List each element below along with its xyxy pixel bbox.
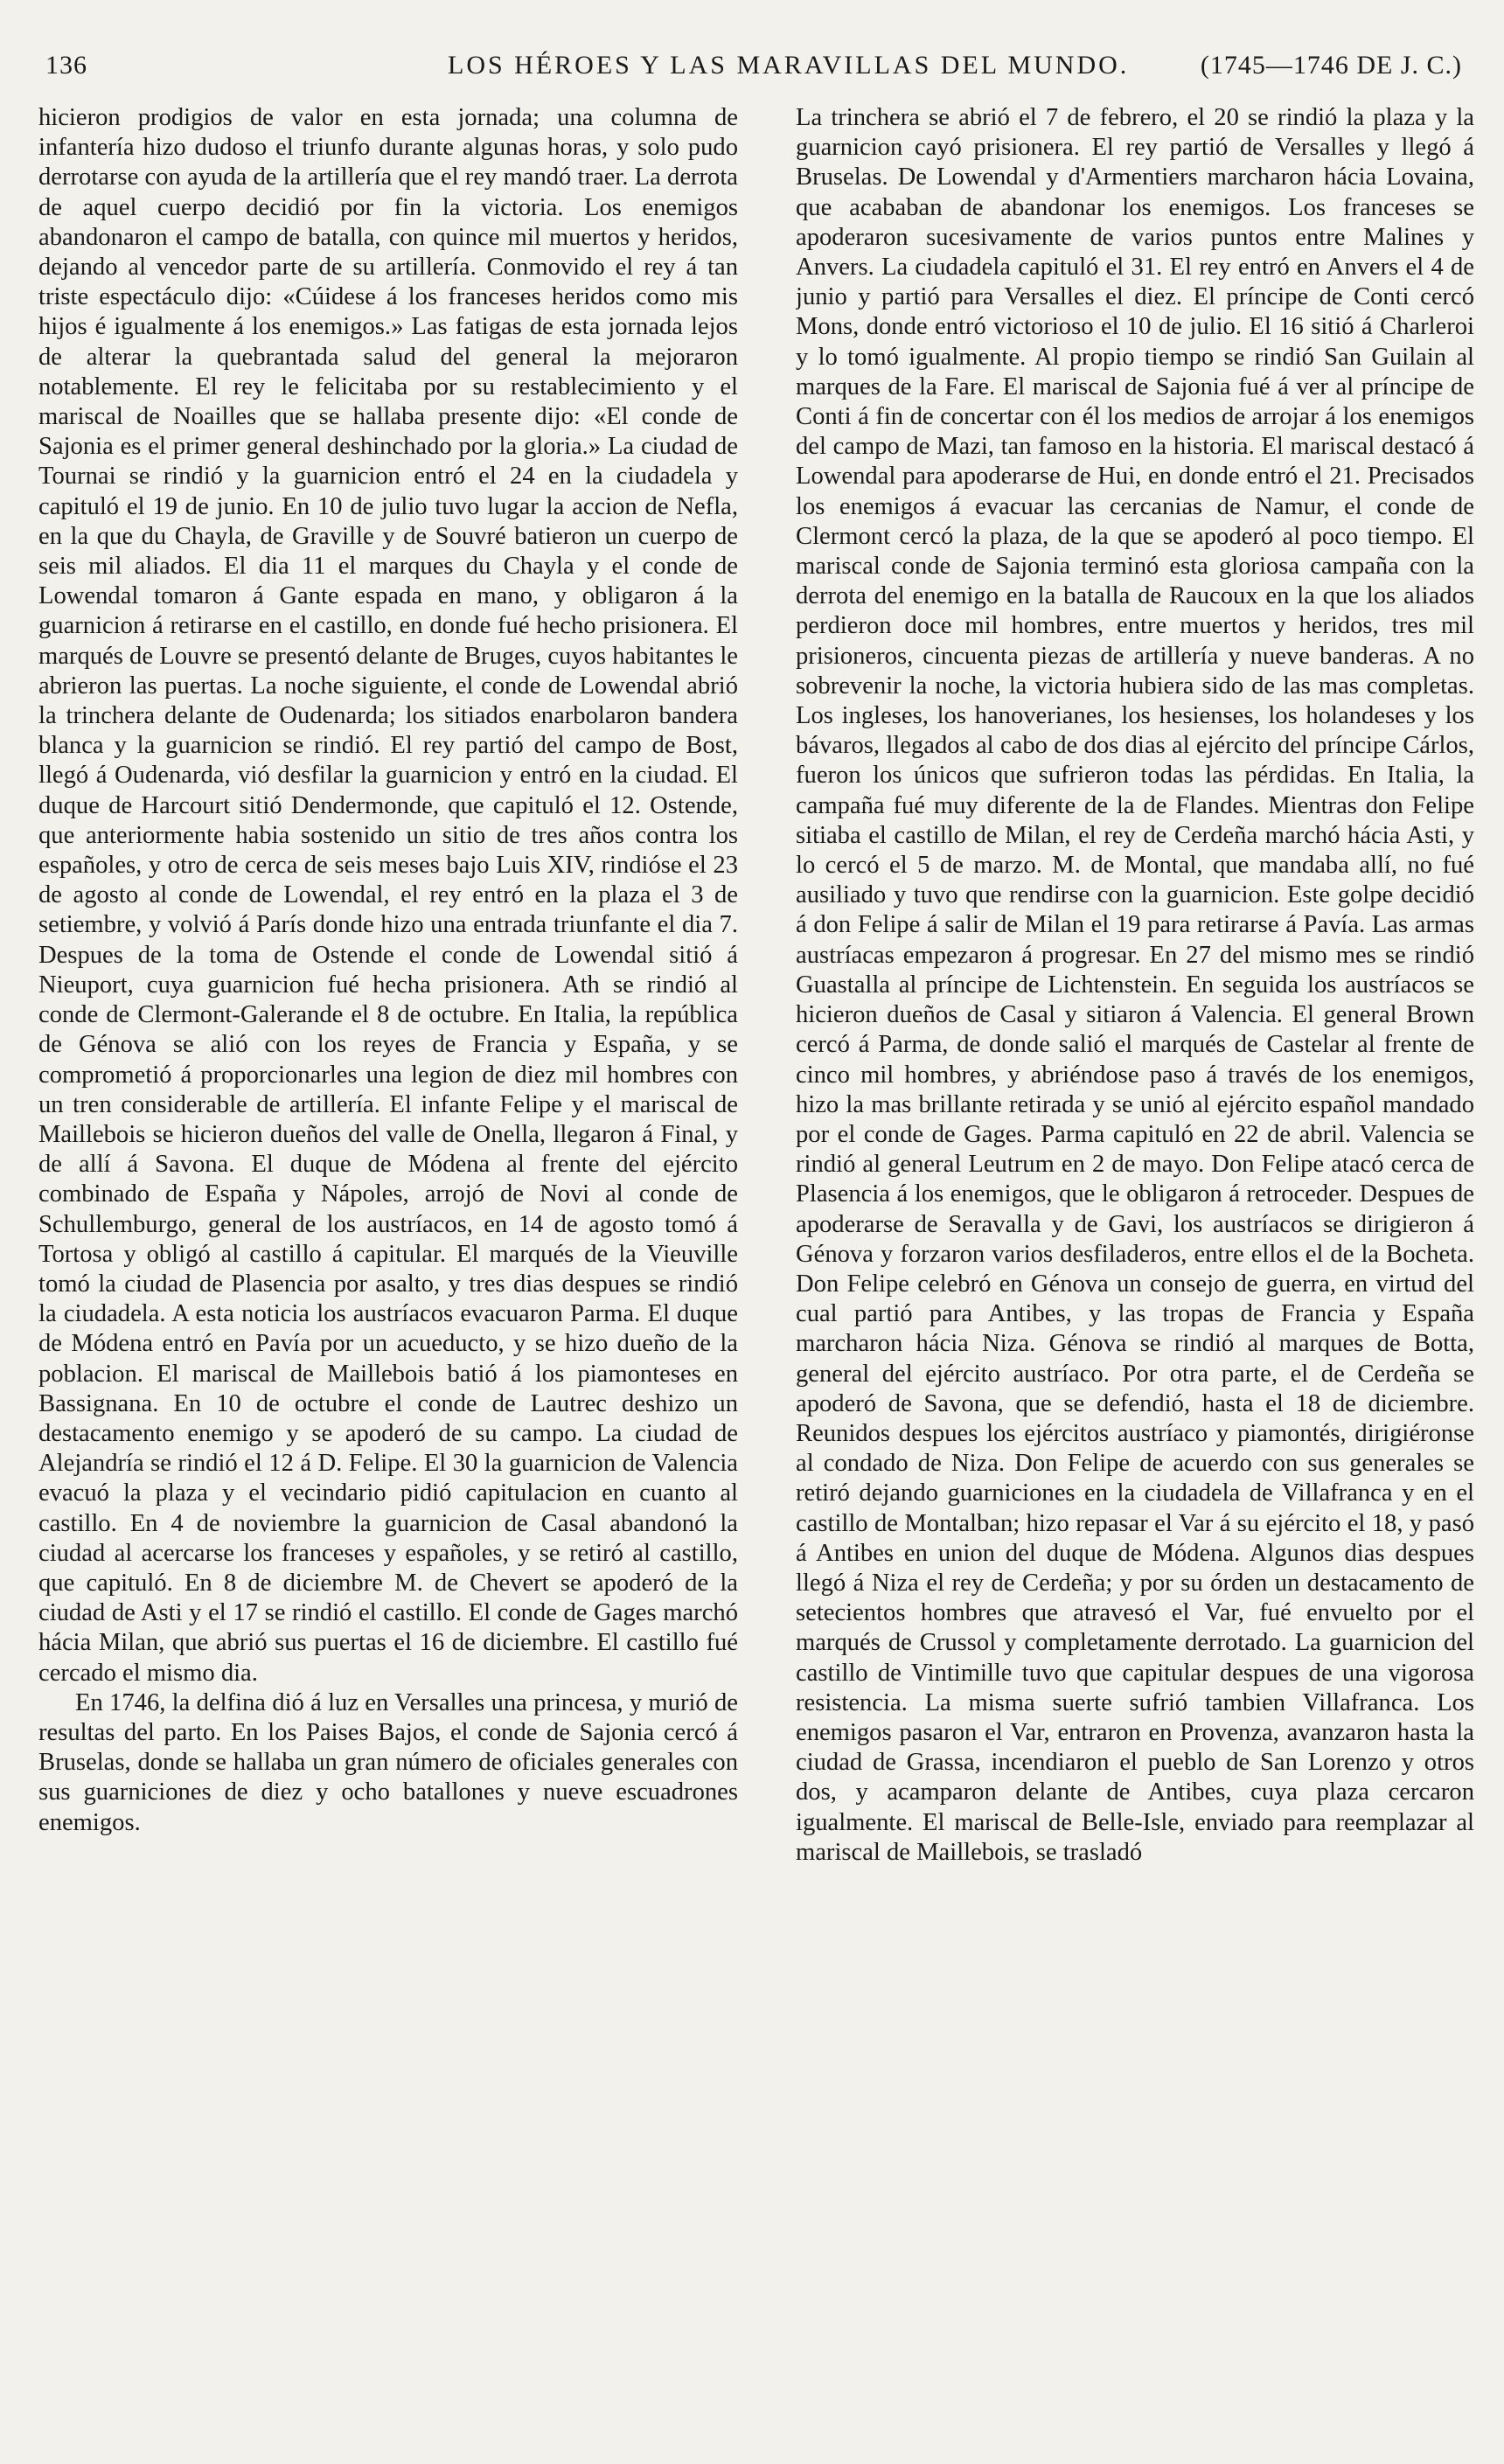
paragraph: La trinchera se abrió el 7 de febrero, el 20 se rindió la plaza y la guarnicion cayó prisionera. El rey partió de Versalles y llegó á Bruselas. De Lowendal y d'Armentiers marcharon hácia Lovaina, que acababan de abandonar los enemigos. Los franceses se apoderaron sucesivamente de varios puntos entre Malines y Anvers. La ciudadela capituló el 31. El rey entró en Anvers el 4 de junio y partió para Versalles el diez. El príncipe de Conti cercó Mons, donde entró victorioso el 10 de julio. El 16 sitió á Charleroi y lo tomó igualmente. Al propio tiempo se rindió San Guilain al marques de la Fare. El mariscal de Sajonia fué á ver al príncipe de Conti á fin de concertar con él los medios de arrojar á los enemigos del campo de Mazi, tan famoso en la historia. El mariscal destacó á Lowendal para apoderarse de Hui, en donde entró el 21. Precisados los enemigos á evacuar las cercanias de Namur, el conde de Clermont cercó la plaza, de la que se apoderó al poco tiempo. El mariscal conde de Sajonia terminó esta gloriosa campaña con la derrota del enemigo en la batalla de Raucoux en la que los aliados perdieron doce mil hombres, entre muertos y heridos, tres mil prisioneros, cincuenta piezas de artillería y nueve banderas. A no sobrevenir la noche, la victoria hubiera sido de las mas completas. Los ingleses, los hanoverianes, los hesienses, los holandeses y los bávaros, llegados al cabo de dos dias al ejército del príncipe Cárlos, fueron los únicos que sufrieron todas las pérdidas. En Italia, la campaña fué muy diferente de la de Flandes. Mientras don Felipe sitiaba el castillo de Milan, el rey de Cerdeña marchó hácia Asti, y lo cercó el 5 de marzo. M. de Montal, que mandaba allí, no fué ausiliado y tuvo que rendirse con la guarnicion. Este golpe decidió á don Felipe á salir de Milan el 19 para retirarse á Pavía. Las armas austríacas empezaron á progresar. En 27 del mismo mes se rindió Guastalla al príncipe de Lichtenstein. En seguida los austríacos se hicieron dueños de Casal y sitiaron á Valencia. El general Brown cercó á Parma, de donde salió el marqués de Castelar al frente de cinco mil hombres, y abriéndose paso á través de los enemigos, hizo la mas brillante retirada y se unió al ejército español mandado por el conde de Gages. Parma capituló en 22 de abril. Valencia se rindió al general Leutrum en 2 de mayo. Don Felipe atacó cerca de Plasencia á los enemigos, que le obligaron á retroceder. Despues de apoderarse de Seravalla y de Gavi, los austríacos se dirigieron á Génova y forzaron varios desfiladeros, entre ellos el de la Bocheta. Don Felipe celebró en Génova un consejo de guerra, en virtud del cual partió para Antibes, y las tropas de Francia y España marcharon hácia Niza. Génova se rindió al marques de Botta, general del ejército austríaco. Por otra parte, el de Cerdeña se apoderó de Savona, que se defendió, hasta el 18 de diciembre. Reunidos despues los ejércitos austríaco y piamontés, dirigiéronse al condado de Niza. Don Felipe de acuerdo con sus generales se retiró dejando guarniciones en la ciudadela de Villafranca y en el castillo de Montalban; hizo repasar el Var á su ejército el 18, y pasó á Antibes en union del duque de Módena. Algunos dias despues llegó á Niza el rey de Cerdeña; y por su órden un destacamento de setecientos hombres que atravesó el Var, fué envuelto por el marqués de Crussol y completamente derrotado. La guarnicion del castillo de Vintimille tuvo que capitular despues de una vigorosa resistencia. La misma suerte sufrió tambien Villafranca. Los enemigos pasaron el Var, entraron en Provenza, avanzaron hasta la ciudad de Grassa, incendiaron el pueblo de San Lorenzo y otros dos, y acamparon delante de Antibes, cuya plaza cercaron igualmente. El mariscal de Belle-Isle, enviado para reemplazar al mariscal de Maillebois, se trasladó: [796, 104, 1474, 1866]
right-column: [796, 103, 1474, 2429]
left-column: [38, 103, 738, 2429]
page-number: 136: [45, 51, 87, 80]
running-head: [45, 51, 1462, 89]
book-title: LOS HÉROES Y LAS MARAVILLAS DEL MUNDO.: [448, 51, 1130, 80]
paragraph: En 1746, la delfina dió á luz en Versalles una princesa, y murió de resultas del parto. En los Paises Bajos, el conde de Sajonia cercó á Bruselas, donde se hallaba un gran número de oficiales generales con sus guarniciones de diez y ocho batallones y nueve escuadrones enemigos.: [38, 1688, 738, 1836]
paragraph: hicieron prodigios de valor en esta jornada; una columna de infantería hizo dudoso el triunfo durante algunas horas, y solo pudo derrotarse con ayuda de la artillería que el rey mandó traer. La derrota de aquel cuerpo decidió por fin la victoria. Los enemigos abandonaron el campo de batalla, con quince mil muertos y heridos, dejando al vencedor parte de su artillería. Conmovido el rey á tan triste espectáculo dijo: «Cúidese á los franceses heridos como mis hijos é igualmente á los enemigos.» Las fatigas de esta jornada lejos de alterar la quebrantada salud del general la mejoraron notablemente. El rey le felicitaba por su restablecimiento y el mariscal de Noailles que se hallaba presente dijo: «El conde de Sajonia es el primer general deshinchado por la gloria.» La ciudad de Tournai se rindió y la guarnicion entró el 24 en la ciudadela y capituló el 19 de junio. En 10 de julio tuvo lugar la accion de Nefla, en la que du Chayla, de Graville y de Souvré batieron un cuerpo de seis mil aliados. El dia 11 el marques du Chayla y el conde de Lowendal tomaron á Gante espada en mano, y obligaron á la guarnicion á retirarse en el castillo, en donde fué hecho prisionera. El marqués de Louvre se presentó delante de Bruges, cuyos habitantes le abrieron las puertas. La noche siguiente, el conde de Lowendal abrió la trinchera delante de Oudenarda; los sitiados enarbolaron bandera blanca y la guarnicion se rindió. El rey partió del campo de Bost, llegó á Oudenarda, vió desfilar la guarnicion y entró en la ciudad. El duque de Harcourt sitió Dendermonde, que capituló el 12. Ostende, que anteriormente habia sostenido un sitio de tres años contra los españoles, y otro de cerca de seis meses bajo Luis XIV, rindióse el 23 de agosto al conde de Lowendal, el rey entró en la plaza el 3 de setiembre, y volvió á París donde hizo una entrada triunfante el dia 7. Despues de la toma de Ostende el conde de Lowendal sitió á Nieuport, cuya guarnicion fué hecha prisionera. Ath se rindió al conde de Clermont-Galerande el 8 de octubre. En Italia, la república de Génova se alió con los reyes de Francia y España, y se comprometió á proporcionarles una legion de diez mil hombres con un tren considerable de artillería. El infante Felipe y el mariscal de Maillebois se hicieron dueños del valle de Onella, llegaron á Final, y de allí á Savona. El duque de Módena al frente del ejército combinado de España y Nápoles, arrojó de Novi al conde de Schullemburgo, general de los austríacos, en 14 de agosto tomó á Tortosa y obligó al castillo á capitular. El marqués de la Vieuville tomó la ciudad de Plasencia por asalto, y tres dias despues se rindió la ciudadela. A esta noticia los austríacos evacuaron Parma. El duque de Módena entró en Pavía por un acueducto, y se hizo dueño de la poblacion. El mariscal de Maillebois batió á los piamonteses en Bassignana. En 10 de octubre el conde de Lautrec deshizo un destacamento enemigo y se apoderó de su campo. La ciudad de Alejandría se rindió el 12 á D. Felipe. El 30 la guarnicion de Valencia evacuó la plaza y el vecindario pidió capitulacion en cuanto al castillo. En 4 de noviembre la guarnicion de Casal abandonó la ciudad al acercarse los franceses y españoles, y se retiró al castillo, que capituló. En 8 de diciembre M. de Chevert se apoderó de la ciudad de Asti y el 17 se rindió el castillo. El conde de Gages marchó hácia Milan, que abrió sus puertas el 16 de diciembre. El castillo fué cercado el mismo dia.: [38, 104, 738, 1687]
date-range: (1745—1746 DE J. C.): [1200, 51, 1462, 80]
